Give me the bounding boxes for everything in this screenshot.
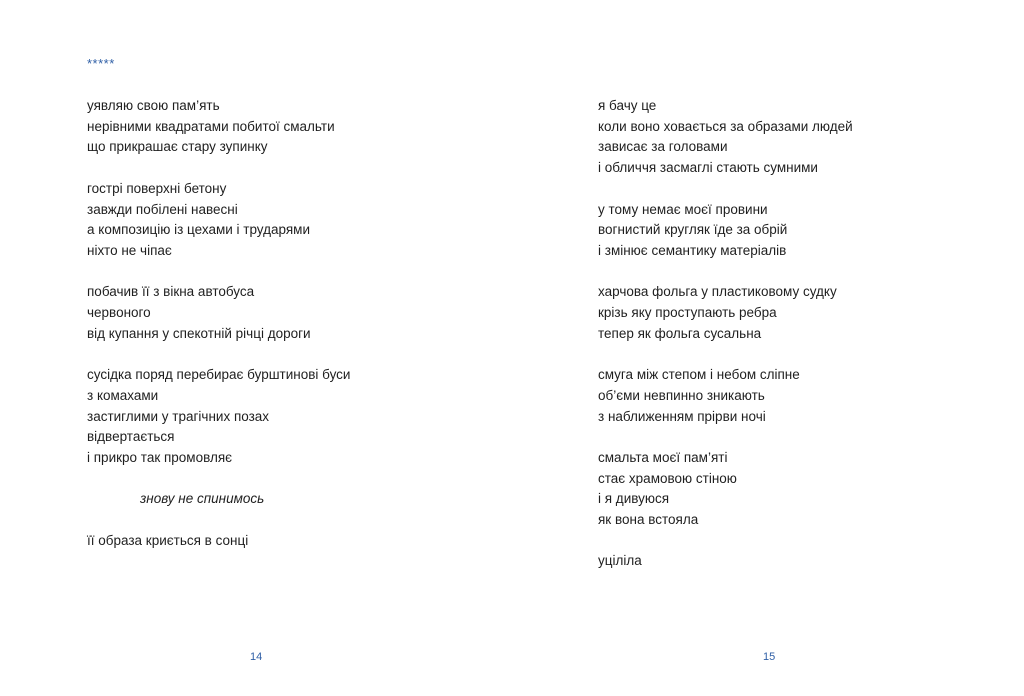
- poem-line: крізь яку проступають ребра: [598, 305, 777, 320]
- poem-line: я бачу це: [598, 98, 657, 113]
- poem-line: ніхто не чіпає: [87, 242, 172, 258]
- stanza: [87, 365, 350, 469]
- stanza: [598, 200, 853, 262]
- poem-line: і я дивуюся: [598, 491, 670, 507]
- poem-line: що прикрашає стару зупинку: [87, 139, 268, 155]
- poem-line: вогнистий кругляк їде за обрій: [598, 222, 788, 238]
- stanza: [598, 551, 853, 572]
- poem-line: побачив її з вікна автобуса: [87, 284, 255, 300]
- poem-line: відвертається: [87, 429, 175, 445]
- poem-line: у тому немає моєї провини: [598, 201, 768, 217]
- poem-line: червоного: [87, 305, 151, 320]
- poem-line: тепер як фольга сусальна: [598, 325, 762, 341]
- poem-line: уявляю свою пам’ять: [87, 98, 220, 113]
- poem-line: уціліла: [598, 553, 642, 569]
- poem-line: сусідка поряд перебирає бурштинові буси: [87, 367, 351, 383]
- stanza: [598, 365, 853, 427]
- stanza: [87, 531, 350, 552]
- stanza: [87, 96, 350, 158]
- poem-line: як вона встояла: [598, 512, 699, 527]
- poem-line: і прикро так промовляє: [87, 449, 233, 465]
- stanza: [87, 282, 350, 344]
- right-page: [512, 0, 1024, 696]
- stanza: [598, 282, 853, 344]
- poem-line: з наближенням прірви ночі: [598, 408, 766, 424]
- poem-line: смуга між степом і небом сліпне: [598, 367, 800, 383]
- stanza: [87, 489, 350, 510]
- poem-line: нерівними квадратами побитої смальти: [87, 118, 335, 134]
- poem-line: харчова фольга у пластиковому судку: [598, 284, 837, 300]
- poem-line: знову не спинимось: [140, 491, 265, 507]
- poem-line: стає храмовою стіною: [598, 470, 737, 486]
- poem-line: об’єми невпинно зникають: [598, 387, 765, 403]
- poem-line: коли воно ховається за образами людей: [598, 118, 853, 134]
- poem-line: завжди побілені навесні: [87, 201, 238, 217]
- page-number-left: 14: [250, 651, 263, 663]
- page-number-right: 15: [763, 651, 776, 663]
- stanza: [598, 448, 853, 531]
- poem-line: а композицію із цехами і трударями: [87, 222, 310, 238]
- poem-line: від купання у спекотній річці дороги: [87, 325, 311, 341]
- poem-line: її образа криється в сонці: [87, 532, 249, 548]
- poem-right: [598, 96, 853, 593]
- poem-line: застиглими у трагічних позах: [87, 408, 270, 424]
- poem-line: з комахами: [87, 387, 159, 403]
- poem-line: і змінює семантику матеріалів: [598, 242, 787, 258]
- section-ornament: *****: [87, 56, 115, 71]
- poem-line: зависає за головами: [598, 139, 728, 155]
- stanza: [598, 96, 853, 179]
- poem-line: гострі поверхні бетону: [87, 180, 227, 196]
- poem-line: смальта моєї пам’яті: [598, 449, 728, 465]
- poem-line: і обличчя засмаглі стають сумними: [598, 160, 818, 176]
- poem-left: [87, 96, 350, 572]
- stanza: [87, 179, 350, 262]
